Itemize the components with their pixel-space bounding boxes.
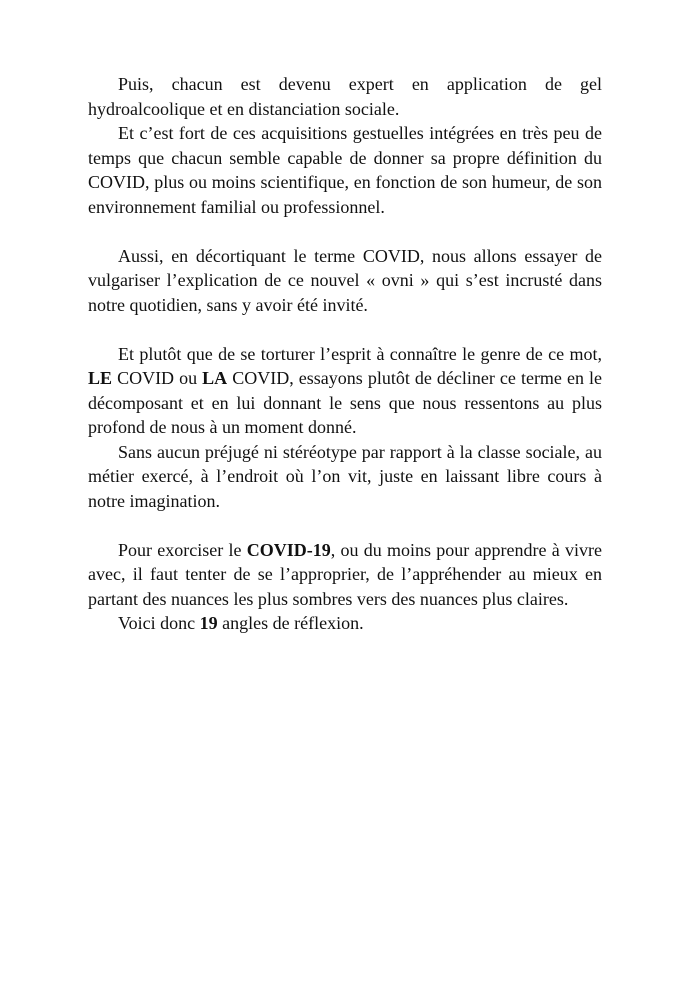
bold-le: LE	[88, 368, 113, 388]
paragraph-decortiquer-terme: Aussi, en décortiquant le terme COVID, nous allons essayer de vulgariser l’explication de ce nouvel « ovni » qui s’est incrusté dans notre quotidien, sans y avoir été invité.	[88, 245, 602, 315]
paragraph-sans-prejuge: Sans aucun préjugé ni stéréotype par rapport à la classe sociale, au métier exercé, à l’endroit où l’on vit, juste en laissant libre cours à notre imagination.	[88, 441, 602, 511]
body-text	[88, 72, 602, 636]
paragraph-definition-covid: Et c’est fort de ces acquisitions gestuelles intégrées en très peu de temps que chacun semble capable de donner sa propre définition du COVID, plus ou moins scientifique, en fonction de son humeur, de son environnement familial ou professionnel.	[88, 123, 602, 217]
paragraph-angles-reflexion: Voici donc 19 angles de réflexion.	[118, 613, 364, 633]
bold-19: 19	[199, 613, 218, 633]
bold-la: LA	[202, 368, 228, 388]
paragraph-exorciser: Pour exorciser le COVID-19, ou du moins pour apprendre à vivre avec, il faut tenter de se l’approprier, de l’appréhender au mieux en partant des nuances les plus sombres vers des nuances plus claires.	[88, 539, 602, 609]
bold-covid-19: COVID-19	[246, 539, 331, 560]
paragraph-gel-distanciation: Puis, chacun est devenu expert en application de gel hydroalcoolique et en distanciation sociale.	[88, 74, 602, 119]
paragraph-genre-du-mot: Et plutôt que de se torturer l’esprit à connaître le genre de ce mot, LE COVID ou LA COVID, essayons plutôt de décliner ce terme en le décomposant et en lui donnant le sens que nous ressentons au plus profond de nous à un moment donné.	[88, 343, 602, 437]
